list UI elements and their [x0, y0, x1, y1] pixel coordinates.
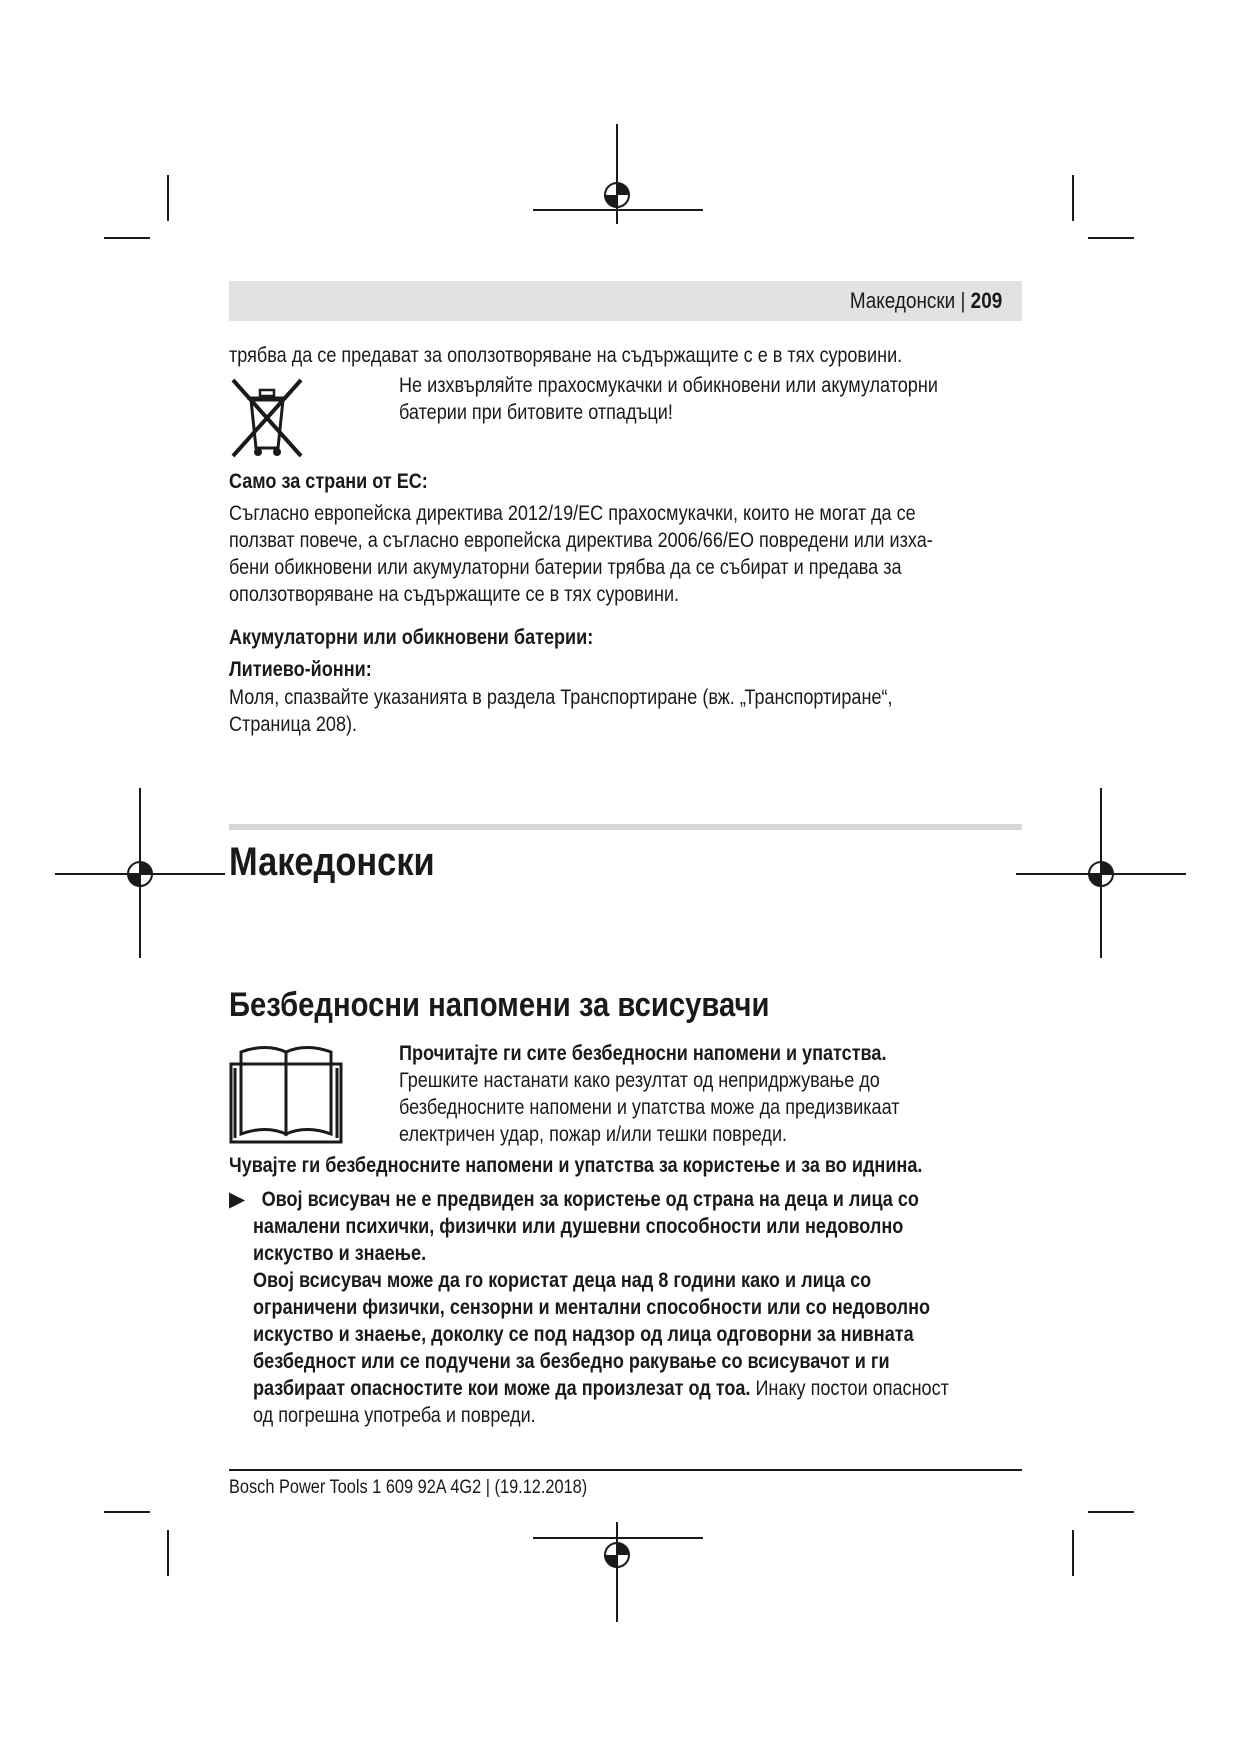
lithium-heading: Литиево-йонни: — [229, 658, 372, 681]
footer-rule — [229, 1469, 1022, 1471]
lithium-text: Моля, спазвайте указанията в раздела Транспортиране (вж. „Транспортиране“, Страница 208). — [229, 686, 893, 736]
header-section: Македонски — [849, 288, 955, 313]
section-rule — [229, 824, 1022, 830]
crossed-out-bin-icon — [229, 376, 305, 460]
keep-instructions: Чувајте ги безбедносните напомени и упатства за користење и за во иднина. — [229, 1154, 923, 1177]
safety-title: Безбедносни напомени за всисувачи — [229, 986, 770, 1024]
eu-heading: Само за страни от ЕС: — [229, 470, 428, 493]
bg-intro-line: трябва да се предават за оползотворяване на съдържащите с е в тях суровини. — [229, 344, 903, 367]
registration-mark-icon — [601, 1539, 633, 1571]
page-number: 209 — [970, 288, 1002, 313]
bullet-warning: Овој всисувач не е предвиден за користење од страна на деца и лица со намалени психички, физички или душевни способности или недоволно искуство и знаење. Овој всисувач може да го користат деца над 8 години како и лица со ограничени физички, сензорни и ментални способности или со недоволно искуство и знаење, доколку се под надзор од лица одговорни за нивната безбедност или се подучени за безбедно ракување со всисувачот и ги разбираат опасностите кои може да произлезат од тоа. Инаку постои опасност од погрешна употреба и повреди. — [253, 1188, 949, 1427]
registration-mark-icon — [1085, 858, 1117, 890]
footer: Bosch Power Tools 1 609 92A 4G2 | (19.12.2018) — [229, 1477, 588, 1498]
running-header — [229, 281, 1022, 321]
registration-mark-icon — [601, 179, 633, 211]
read-instructions: Прочитајте ги сите безбедносни напомени и упатства. Грешките настанати како резултат од непридржување до безбедносните напомени и упатства може да предизвикаат електричен удар, пожар и/или тешки повреди. — [399, 1042, 900, 1146]
page-title: Македонски — [229, 840, 435, 884]
disposal-note: Не изхвърляйте прахосмукачки и обикновени или акумулаторни батерии при битовите отпадъци! — [399, 374, 938, 424]
battery-heading: Акумулаторни или обикновени батерии: — [229, 626, 594, 649]
bullet-marker: ▶ — [229, 1188, 246, 1211]
eu-text: Съгласно европейска директива 2012/19/ЕС прахосмукачки, които не могат да се ползват повече, а съгласно европейска директива 2006/66/ЕО повредени или изха- бени обикновени или акумулаторни батерии трябва да се събират и предава за оползотворяване на съдържащите се в тях суровини. — [229, 502, 933, 606]
header-separator: | — [954, 288, 971, 313]
open-book-icon — [229, 1044, 343, 1144]
registration-mark-icon — [124, 858, 156, 890]
